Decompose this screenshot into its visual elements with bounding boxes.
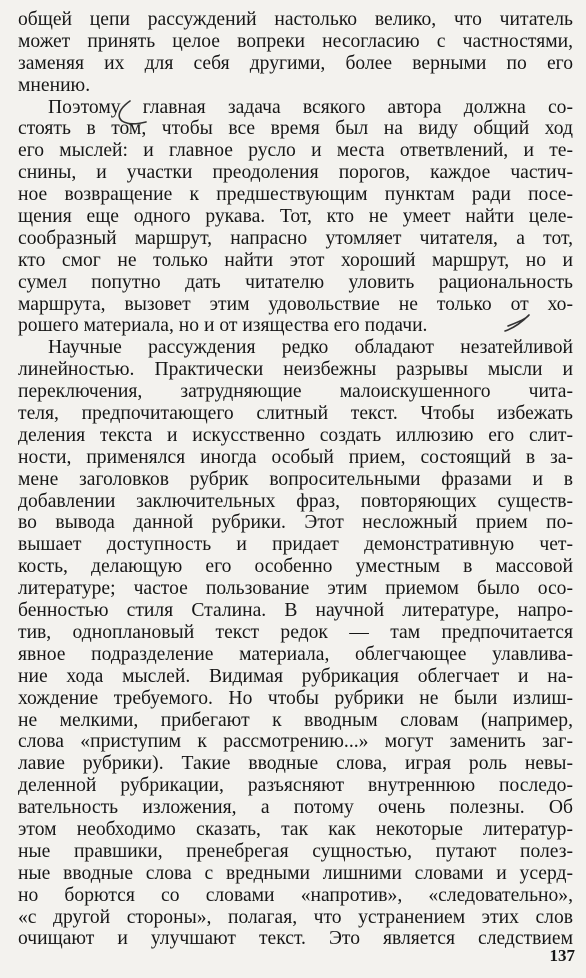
text-line: линейностью. Практически неизбежны разрывы мысли и [18, 359, 573, 381]
text-line: этом необходимо сказать, так как некоторые литератур- [18, 818, 573, 840]
text-line: рошего материала, но и от изящества его подачи. [18, 315, 428, 337]
text-line: лавие рубрики). Такие вводные слова, играя роль невы- [18, 753, 573, 775]
text-line: кость, делающую его особенно уместным в массовой [18, 556, 573, 578]
text-line: ние хода мыслей. Видимая рубрикация облегчает и на- [18, 665, 573, 687]
text-line: маршрута, вызовет этим удовольствие не только от хо- [18, 293, 573, 315]
text-line: вательность изложения, а потому очень полезны. Об [18, 797, 573, 819]
text-line: сообразный маршрут, напрасно утомляет читателя, а тот, [18, 227, 573, 249]
text-line: слова «приступим к рассмотрению...» могут заменить заг- [18, 731, 573, 753]
text-line: ные вводные слова с вредными лишними словами и усерд- [18, 862, 573, 884]
text-line: его мыслей: и главное русло и места ответвлений, и те- [18, 140, 573, 162]
text-line: теля, предпочитающего слитный текст. Чтобы избежать [18, 403, 573, 425]
text-line: явное подразделение материала, облегчающее улавлива- [18, 643, 573, 665]
text-line: «с другой стороны», полагая, что устранением этих слов [18, 906, 573, 928]
text-line: может принять целое вопреки несогласию с частностями, [18, 30, 573, 52]
text-line: добавлении заключительных фраз, повторяющих существ- [18, 490, 573, 512]
text-line: снины, и участки преодоления порогов, каждое частич- [18, 162, 573, 184]
text-line: мене заголовков рубрик вопросительными фразами и в [18, 468, 573, 490]
page-number: 137 [549, 946, 575, 965]
text-line: Научные рассуждения редко обладают незатейливой [48, 337, 573, 359]
text-line: сумел попутно дать читателю уловить рациональность [18, 271, 573, 293]
body-text [18, 9, 573, 950]
text-line: не мелкими, прибегают к вводным словам (например, [18, 709, 573, 731]
paragraph [18, 97, 573, 338]
text-line: Поэтому главная задача всякого автора должна со- [48, 96, 573, 118]
text-line: очищают и улучшают текст. Это является следствием [18, 928, 573, 950]
text-line: ности, применялся иногда особый прием, состоящий в за- [18, 446, 573, 468]
text-line: заменяя их для себя другими, более верными по его [18, 52, 573, 74]
text-line: хождение требуемого. Но чтобы рубрики не были излиш- [18, 687, 573, 709]
text-line: вышает доступность и придает демонстративную чет- [18, 534, 573, 556]
text-line: общей цепи рассуждений настолько велико, что читатель [18, 9, 573, 30]
text-line: переключения, затрудняющие малоискушенного чита- [18, 381, 573, 403]
text-line: деления текста и искусственно создать иллюзию его слит- [18, 424, 573, 446]
text-line: кто смог не только найти этот хороший маршрут, но и [18, 249, 573, 271]
text-line: мнению. [18, 74, 91, 96]
text-line: стоять в том, чтобы все время был на виду общий ход [18, 118, 573, 140]
text-line: литературе; частое пользование этим приемом было осо- [18, 578, 573, 600]
text-line: тив, одноплановый текст редок — там предпочитается [18, 621, 573, 643]
text-line: деленной рубрикации, разъясняют внутреннюю последо- [18, 775, 573, 797]
text-line: щения еще одного рукава. Тот, кто не умеет найти целе- [18, 206, 573, 228]
text-line: бенностью стиля Сталина. В научной литературе, напро- [18, 600, 573, 622]
text-line: ные правшики, пренебрегая сущностью, путают полез- [18, 840, 573, 862]
text-line: но борются со словами «напротив», «следовательно», [18, 884, 573, 906]
text-line: во вывода данной рубрики. Этот несложный прием по- [18, 512, 573, 534]
paragraph [18, 337, 573, 950]
text-line: ное возвращение к предшествующим пунктам ради посе- [18, 184, 573, 206]
paragraph [18, 9, 573, 97]
